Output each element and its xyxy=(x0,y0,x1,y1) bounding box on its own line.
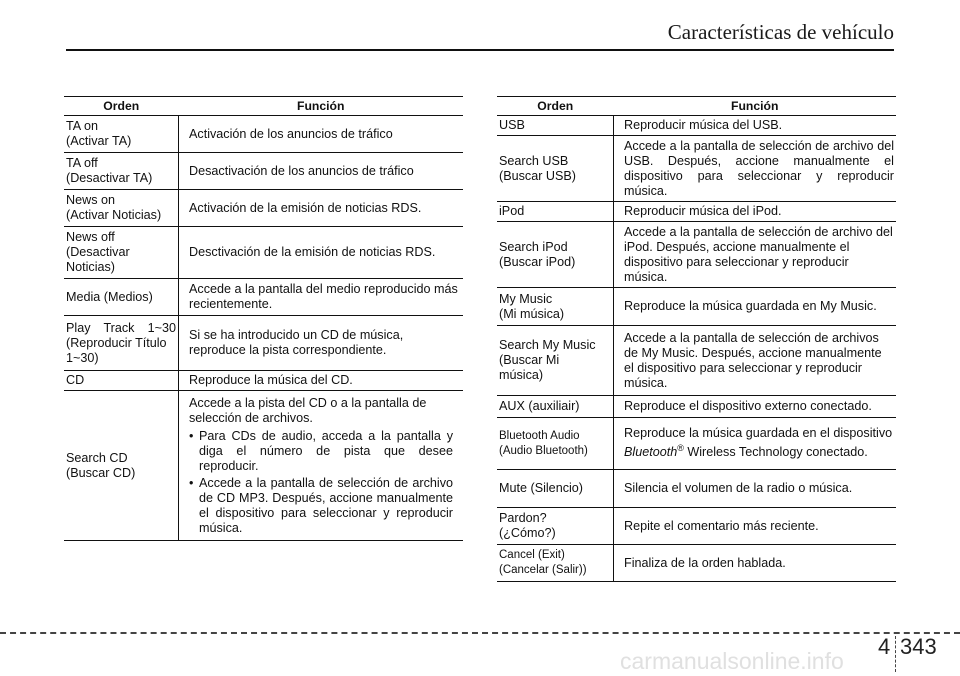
command-line: iPod xyxy=(499,204,525,218)
command-line: News on xyxy=(66,193,115,207)
function-cell: Reproducir música del iPod. xyxy=(614,202,897,222)
function-cell: Si se ha introducido un CD de música, reproduce la pista correspondiente. xyxy=(179,316,464,371)
command-cell xyxy=(497,326,614,396)
command-line: Search iPod xyxy=(499,239,568,254)
command-line: (Buscar Mi xyxy=(499,353,560,367)
table-row xyxy=(64,190,463,227)
voice-command-table-right xyxy=(497,96,896,582)
command-line: (Desactivar xyxy=(66,245,130,259)
table-row xyxy=(497,222,896,288)
command-line: Bluetooth Audio xyxy=(499,429,580,442)
command-line: (Reproducir Título xyxy=(66,335,167,350)
command-line: AUX (auxiliair) xyxy=(499,399,580,413)
table-row xyxy=(497,418,896,470)
command-line: Mute (Silencio) xyxy=(499,481,583,495)
table-row xyxy=(497,470,896,508)
table-row xyxy=(64,316,463,371)
column-header-orden: Orden xyxy=(64,97,179,116)
command-line: Cancel (Exit) xyxy=(499,549,565,561)
function-cell: Accede a la pantalla de selección de archivo del iPod. Después, accione manualmente el dispositivo para seleccionar y reproducir música. xyxy=(614,222,897,288)
column-header-funcion: Función xyxy=(179,97,464,116)
function-cell: Accede a la pantalla del medio reproducido más recientemente. xyxy=(179,279,464,316)
table-row xyxy=(64,227,463,279)
command-line: Noticias) xyxy=(66,260,115,274)
function-cell xyxy=(179,391,464,541)
command-line: USB xyxy=(499,118,525,132)
command-line: Pardon? xyxy=(499,511,547,525)
table-row xyxy=(497,508,896,545)
header-rule xyxy=(66,49,894,51)
page-header-title: Características de vehículo xyxy=(667,20,894,44)
command-cell xyxy=(497,508,614,545)
registered-mark: ® xyxy=(677,443,684,454)
command-line: (¿Cómo?) xyxy=(499,526,556,540)
table-row xyxy=(497,288,896,326)
function-cell: Reproduce la música guardada en My Music. xyxy=(614,288,897,326)
command-cell xyxy=(497,202,614,222)
command-line: (Buscar CD) xyxy=(66,465,136,480)
command-line: News off xyxy=(66,230,115,244)
command-cell xyxy=(497,288,614,326)
command-line: TA off xyxy=(66,156,98,170)
command-cell xyxy=(64,116,179,153)
command-cell xyxy=(497,116,614,136)
command-line: Play Track 1~30 xyxy=(66,320,176,335)
bullet-list xyxy=(189,429,453,536)
command-cell xyxy=(64,190,179,227)
command-line: (Desactivar TA) xyxy=(66,171,153,185)
table-row xyxy=(64,279,463,316)
function-cell xyxy=(614,418,897,470)
function-cell: Finaliza de la orden hablada. xyxy=(614,545,897,582)
function-cell: Desctivación de la emisión de noticias RDS. xyxy=(179,227,464,279)
command-cell xyxy=(497,418,614,470)
bluetooth-brand: Bluetooth xyxy=(624,445,678,460)
function-cell: Reproduce el dispositivo externo conectado. xyxy=(614,396,897,418)
table-row xyxy=(64,116,463,153)
table-row xyxy=(497,545,896,582)
function-cell: Activación de los anuncios de tráfico xyxy=(179,116,464,153)
command-line: My Music xyxy=(499,291,553,306)
table-row xyxy=(497,202,896,222)
command-line: (Cancelar (Salir)) xyxy=(499,564,587,576)
table-row xyxy=(497,136,896,202)
column-header-orden: Orden xyxy=(497,97,614,116)
command-line: 1~30) xyxy=(66,350,99,365)
table-row xyxy=(497,396,896,418)
command-line: (Buscar iPod) xyxy=(499,254,576,269)
table-header-row xyxy=(64,97,463,116)
command-cell xyxy=(64,227,179,279)
command-line: (Activar TA) xyxy=(66,134,132,148)
table-header-row xyxy=(497,97,896,116)
command-cell xyxy=(497,396,614,418)
voice-command-table-left xyxy=(64,96,463,541)
function-text: Reproduce la música guardada en el dispositivo xyxy=(624,426,893,441)
function-cell: Accede a la pantalla de selección de archivos de My Music. Después, accione manualmente el dispositivo para seleccionar y reproducir música. xyxy=(614,326,897,396)
command-line: Media (Medios) xyxy=(66,289,153,304)
function-cell: Activación de la emisión de noticias RDS. xyxy=(179,190,464,227)
function-cell: Accede a la pantalla de selección de archivo del USB. Después, accione manualmente el dispositivo para seleccionar y reproducir música. xyxy=(614,136,897,202)
command-line: CD xyxy=(66,373,85,387)
page-number: 343 xyxy=(900,634,937,659)
table-row xyxy=(64,391,463,541)
command-cell xyxy=(497,136,614,202)
command-line: (Buscar USB) xyxy=(499,168,576,183)
command-cell xyxy=(497,222,614,288)
command-cell xyxy=(64,279,179,316)
function-text: Wireless Technology conectado. xyxy=(683,445,868,460)
command-line: música) xyxy=(499,368,544,382)
command-line: TA on xyxy=(66,119,98,133)
function-text: Accede a la pista del CD o a la pantalla de selección de archivos. xyxy=(189,395,427,425)
command-line: (Audio Bluetooth) xyxy=(499,444,588,457)
command-line: (Activar Noticias) xyxy=(66,208,162,222)
command-cell xyxy=(497,545,614,582)
command-cell xyxy=(64,153,179,190)
command-line: Search CD xyxy=(66,450,128,465)
bullet-item: • Accede a la pantalla de selección de archivo de CD MP3. Después, accione manualmente el dispositivo para seleccionar y reproducir música. xyxy=(189,476,453,536)
command-line: Search USB xyxy=(499,153,569,168)
command-cell xyxy=(64,371,179,391)
command-line: (Mi música) xyxy=(499,306,565,321)
function-cell: Reproduce la música del CD. xyxy=(179,371,464,391)
column-header-funcion: Función xyxy=(614,97,897,116)
function-cell: Silencia el volumen de la radio o música. xyxy=(614,470,897,508)
table-row xyxy=(497,116,896,136)
function-cell: Desactivación de los anuncios de tráfico xyxy=(179,153,464,190)
table-row xyxy=(64,153,463,190)
table-row xyxy=(64,371,463,391)
page-number-separator xyxy=(895,636,896,672)
function-cell: Repite el comentario más reciente. xyxy=(614,508,897,545)
table-row xyxy=(497,326,896,396)
footer-rule xyxy=(0,632,960,634)
chapter-number: 4 xyxy=(878,634,891,659)
command-cell xyxy=(64,316,179,371)
command-cell xyxy=(497,470,614,508)
watermark: carmanualsonline.info xyxy=(620,648,844,674)
command-line: Search My Music xyxy=(499,338,596,352)
bullet-item: • Para CDs de audio, acceda a la pantalla y diga el número de pista que desee reproducir. xyxy=(189,429,453,474)
function-cell: Reproducir música del USB. xyxy=(614,116,897,136)
command-cell xyxy=(64,391,179,541)
